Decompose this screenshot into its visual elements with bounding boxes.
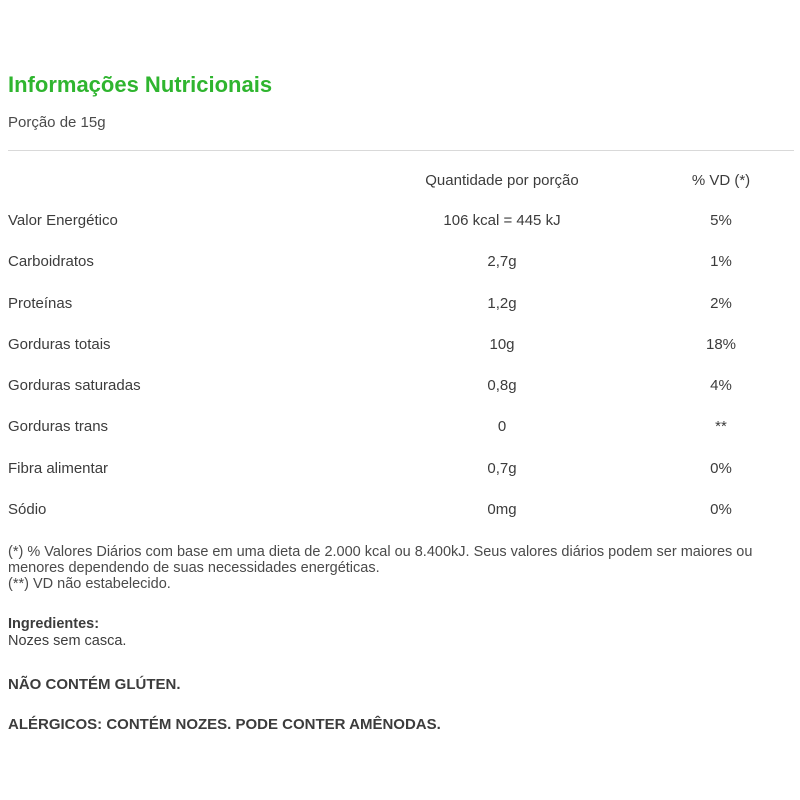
- nutrient-quantity: 0: [497, 418, 507, 436]
- nutrient-vd: 0%: [710, 501, 732, 519]
- nutrient-vd: 5%: [710, 212, 732, 229]
- nutrient-name: Gorduras trans: [8, 418, 109, 436]
- allergen-statement: ALÉRGICOS: CONTÉM NOZES. PODE CONTER AMÊNODAS.: [8, 716, 441, 733]
- gluten-statement: NÃO CONTÉM GLÚTEN.: [8, 676, 181, 693]
- table-row: [8, 460, 794, 501]
- nutrient-quantity: 0mg: [487, 501, 517, 519]
- page-title: Informações Nutricionais: [8, 72, 273, 97]
- nutrient-quantity: 0,7g: [487, 459, 517, 477]
- footnote-vd-not-established: (**) VD não estabelecido.: [8, 576, 171, 592]
- nutrient-vd: **: [715, 418, 727, 436]
- table-row: [8, 377, 794, 418]
- nutrient-name: Gorduras saturadas: [8, 377, 141, 395]
- nutrient-quantity: 106 kcal = 445 kJ: [443, 212, 561, 229]
- table-row: [8, 295, 794, 336]
- table-row: [8, 336, 794, 377]
- nutrient-quantity: 10g: [489, 335, 515, 353]
- ingredients-section: [8, 616, 126, 650]
- nutrient-name: Fibra alimentar: [8, 459, 109, 477]
- header-quantity: Quantidade por porção: [425, 172, 579, 189]
- divider: [8, 150, 794, 151]
- portion-size: Porção de 15g: [8, 114, 106, 131]
- nutrient-vd: 2%: [710, 294, 732, 312]
- table-row: [8, 212, 794, 253]
- header-vd: % VD (*): [691, 172, 751, 189]
- table-row: [8, 418, 794, 459]
- nutrient-name: Gorduras totais: [8, 335, 111, 353]
- nutrient-vd: 0%: [710, 459, 732, 477]
- nutrient-quantity: 0,8g: [487, 377, 517, 395]
- nutrient-name: Proteínas: [8, 294, 73, 312]
- nutrient-name: Sódio: [8, 501, 47, 519]
- table-header: [8, 172, 794, 192]
- table-row: [8, 253, 794, 294]
- nutrient-vd: 4%: [710, 377, 732, 395]
- footnote-daily-values: (*) % Valores Diários com base em uma dieta de 2.000 kcal ou 8.400kJ. Seus valores diários podem ser maiores ou menores dependendo de suas necessidades energéticas.: [8, 544, 753, 576]
- top-band: [0, 0, 800, 62]
- nutrition-table: [8, 212, 794, 542]
- nutrient-vd: 18%: [705, 335, 737, 353]
- nutrient-name: Carboidratos: [8, 253, 94, 271]
- ingredients-label: Ingredientes:: [8, 616, 100, 632]
- table-row: [8, 501, 794, 542]
- nutrient-quantity: 2,7g: [487, 253, 517, 271]
- footnotes: [8, 544, 798, 592]
- nutrient-name: Valor Energético: [8, 212, 118, 229]
- nutrient-vd: 1%: [710, 253, 732, 271]
- nutrient-quantity: 1,2g: [487, 294, 517, 312]
- ingredients-text: Nozes sem casca.: [8, 633, 127, 649]
